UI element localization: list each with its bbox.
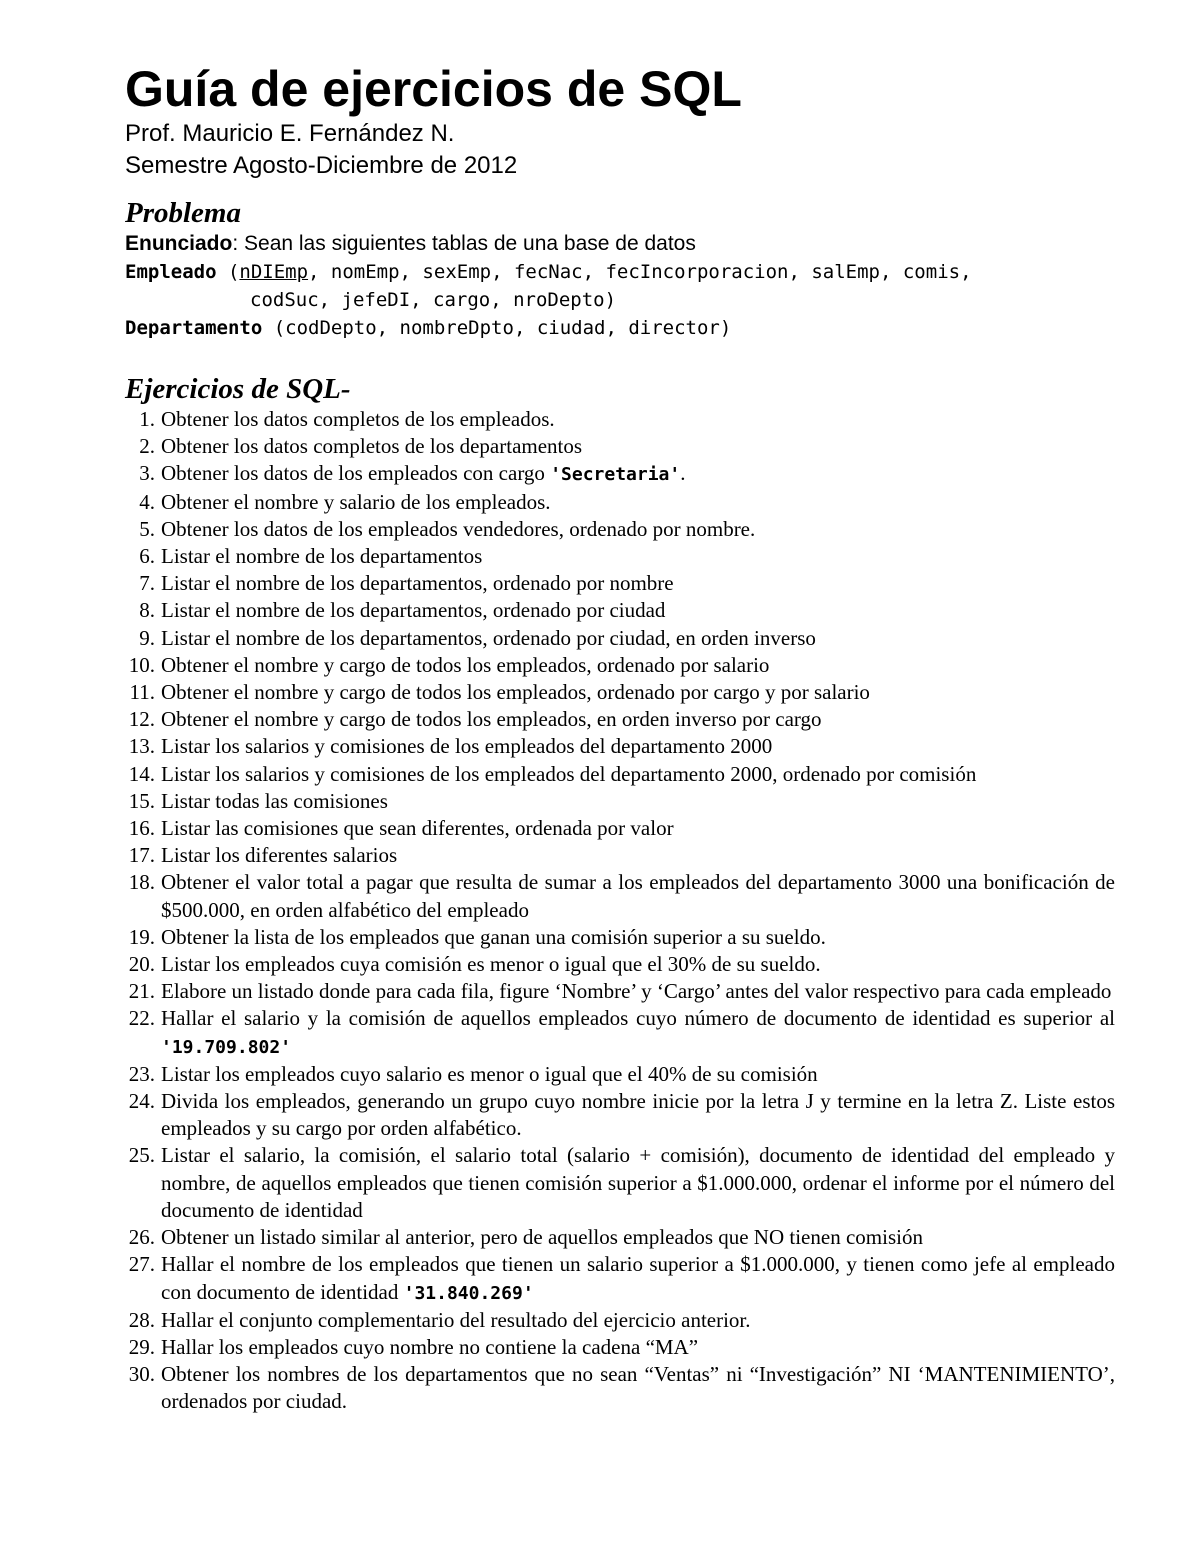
exercise-number: 10. (128, 652, 155, 677)
exercise-code-literal: '19.709.802' (161, 1036, 292, 1058)
schema-departamento (125, 314, 1115, 342)
exercise-number: 29. (128, 1334, 155, 1359)
exercise-number: 30. (128, 1362, 155, 1387)
exercise-text: Listar los empleados cuya comisión es menor o igual que el 30% de su sueldo. (161, 952, 821, 977)
exercise-text: Listar los diferentes salarios (161, 843, 398, 868)
exercise-number: 20. (128, 952, 155, 977)
exercise-code-literal: 'Secretaria' (550, 464, 681, 486)
primary-key-ndiemp: nDIEmp (239, 261, 309, 283)
exercise-item (125, 978, 1115, 1005)
table-name-empleado: Empleado (125, 261, 217, 283)
exercise-text: Listar el nombre de los departamentos (161, 544, 483, 569)
exercise-item (125, 1307, 1115, 1334)
exercise-item (125, 788, 1115, 815)
author-line: Prof. Mauricio E. Fernández N. (125, 120, 455, 147)
exercise-number: 15. (128, 788, 155, 813)
exercise-text: Hallar el salario y la comisión de aquellos empleados cuyo número de documento de identidad es superior al (161, 1006, 1115, 1031)
exercise-item (125, 516, 1115, 543)
exercise-item (125, 460, 1115, 488)
exercise-text: Elabore un listado donde para cada fila, figure ‘Nombre’ y ‘Cargo’ antes del valor respectivo para cada empleado (161, 979, 1112, 1004)
exercise-text: Listar los salarios y comisiones de los empleados del departamento 2000, ordenado por comisión (161, 761, 977, 786)
exercise-text: Obtener los datos completos de los empleados. (161, 407, 555, 431)
exercise-text: Listar el nombre de los departamentos, ordenado por nombre (161, 571, 674, 596)
exercise-item (125, 570, 1115, 597)
exercise-text: Obtener el valor total a pagar que resulta de sumar a los empleados del departamento 3000 una bonificación de $500.000, en orden alfabético del empleado (161, 870, 1115, 922)
exercise-text: Obtener los datos de los empleados vendedores, ordenado por nombre. (161, 516, 756, 541)
exercise-item (125, 1251, 1115, 1306)
exercise-text: Obtener la lista de los empleados que ganan una comisión superior a su sueldo. (161, 924, 826, 949)
exercise-text: Obtener los nombres de los departamentos que no sean “Ventas” ni “Investigación” NI ‘MANTENIMIENTO’, ordenados por ciudad. (161, 1362, 1115, 1414)
table-name-departamento: Departamento (125, 317, 263, 339)
exercise-text: Listar las comisiones que sean diferentes, ordenada por valor (161, 816, 674, 841)
exercise-number: 13. (128, 734, 155, 759)
exercise-number: 11. (129, 680, 155, 705)
exercise-text: Listar el nombre de los departamentos, ordenado por ciudad, en orden inverso (161, 625, 816, 650)
exercises-heading: Ejercicios de SQL- (125, 373, 351, 405)
exercise-number: 14. (128, 761, 155, 786)
exercise-text: Listar el salario, la comisión, el salario total (salario + comisión), documento de identidad del empleado y nombre, de aquellos empleados que tienen comisión superior a $1.000.000, ordenar el informe por el número del documento de identidad (161, 1143, 1115, 1222)
exercise-number: 7. (139, 571, 155, 596)
exercise-number: 25. (128, 1143, 155, 1168)
exercise-number: 12. (128, 707, 155, 732)
exercise-text: Obtener un listado similar al anterior, pero de aquellos empleados que NO tienen comisión (161, 1225, 923, 1250)
exercise-number: 3. (139, 461, 155, 486)
exercise-number: 17. (128, 843, 155, 868)
exercise-item (125, 1361, 1115, 1415)
exercise-item (125, 433, 1115, 460)
exercise-number: 4. (139, 489, 155, 514)
exercise-number: 23. (128, 1061, 155, 1086)
exercise-text: Hallar los empleados cuyo nombre no contiene la cadena “MA” (161, 1334, 699, 1359)
problem-statement (125, 230, 1115, 258)
semester-line: Semestre Agosto-Diciembre de 2012 (125, 152, 518, 179)
exercise-text: Hallar el nombre de los empleados que tienen un salario superior a $1.000.000, y tienen como jefe al empleado con documento de identidad (161, 1252, 1115, 1304)
exercise-number: 5. (139, 516, 155, 541)
exercise-text: Obtener el nombre y cargo de todos los empleados, en orden inverso por cargo (161, 707, 822, 732)
exercise-item (125, 597, 1115, 624)
exercise-number: 26. (128, 1225, 155, 1250)
exercise-number: 6. (139, 544, 155, 569)
statement-label: Enunciado (125, 232, 233, 255)
exercise-number: 2. (139, 434, 155, 459)
exercise-number: 8. (139, 598, 155, 623)
exercise-text-tail: . (680, 461, 686, 486)
exercise-number: 27. (128, 1252, 155, 1277)
exercise-number: 16. (128, 816, 155, 841)
exercise-text: Listar todas las comisiones (161, 788, 388, 813)
schema-open-paren: ( (216, 261, 240, 283)
exercise-text: Listar los empleados cuyo salario es menor o igual que el 40% de su comisión (161, 1061, 818, 1086)
schema-empleado (125, 258, 1115, 286)
exercise-text: Obtener el nombre y salario de los empleados. (161, 489, 551, 514)
exercise-text: Listar el nombre de los departamentos, ordenado por ciudad (161, 598, 666, 623)
exercise-item (125, 1088, 1115, 1142)
exercise-number: 9. (139, 625, 155, 650)
document-page (125, 60, 1115, 1416)
exercise-text: Listar los salarios y comisiones de los empleados del departamento 2000 (161, 734, 773, 759)
exercise-item (125, 815, 1115, 842)
exercise-item (125, 1061, 1115, 1088)
exercise-item (125, 1224, 1115, 1251)
exercise-item (125, 869, 1115, 923)
exercise-text: Hallar el conjunto complementario del resultado del ejercicio anterior. (161, 1307, 751, 1332)
exercise-text: Obtener los datos completos de los departamentos (161, 434, 583, 459)
schema-departamento-columns: (codDepto, nombreDpto, ciudad, director) (262, 317, 732, 339)
exercise-list (125, 406, 1115, 1416)
exercise-text: Obtener el nombre y cargo de todos los empleados, ordenado por cargo y por salario (161, 680, 870, 705)
exercise-item (125, 625, 1115, 652)
exercise-item (125, 652, 1115, 679)
exercise-item (125, 924, 1115, 951)
exercise-item (125, 761, 1115, 788)
page-title: Guía de ejercicios de SQL (125, 61, 742, 117)
exercise-text: Obtener los datos de los empleados con cargo (161, 461, 551, 486)
exercise-item (125, 951, 1115, 978)
problem-heading: Problema (125, 197, 241, 229)
exercise-number: 19. (128, 924, 155, 949)
exercise-text: Divida los empleados, generando un grupo cuyo nombre inicie por la letra J y termine en la letra Z. Liste estos empleados y su cargo por orden alfabético. (161, 1089, 1115, 1141)
exercise-item (125, 489, 1115, 516)
exercise-number: 21. (128, 979, 155, 1004)
statement-text: : Sean las siguientes tablas de una base de datos (232, 232, 696, 255)
exercise-number: 1. (139, 407, 155, 431)
exercise-item (125, 679, 1115, 706)
exercise-number: 24. (128, 1089, 155, 1114)
exercise-item (125, 733, 1115, 760)
exercise-code-literal: '31.840.269' (403, 1282, 534, 1304)
exercise-item (125, 406, 1115, 433)
exercise-item (125, 706, 1115, 733)
exercise-number: 28. (128, 1307, 155, 1332)
exercise-text: Obtener el nombre y cargo de todos los empleados, ordenado por salario (161, 652, 770, 677)
exercise-item (125, 1005, 1115, 1060)
exercise-item (125, 1142, 1115, 1224)
exercise-item (125, 543, 1115, 570)
schema-empleado-continued: codSuc, jefeDI, cargo, nroDepto) (250, 289, 617, 311)
exercise-number: 18. (128, 870, 155, 895)
schema-empleado-columns: , nomEmp, sexEmp, fecNac, fecIncorporacion, salEmp, comis, (308, 261, 972, 283)
exercise-number: 22. (128, 1006, 155, 1031)
exercise-item (125, 842, 1115, 869)
exercise-item (125, 1334, 1115, 1361)
